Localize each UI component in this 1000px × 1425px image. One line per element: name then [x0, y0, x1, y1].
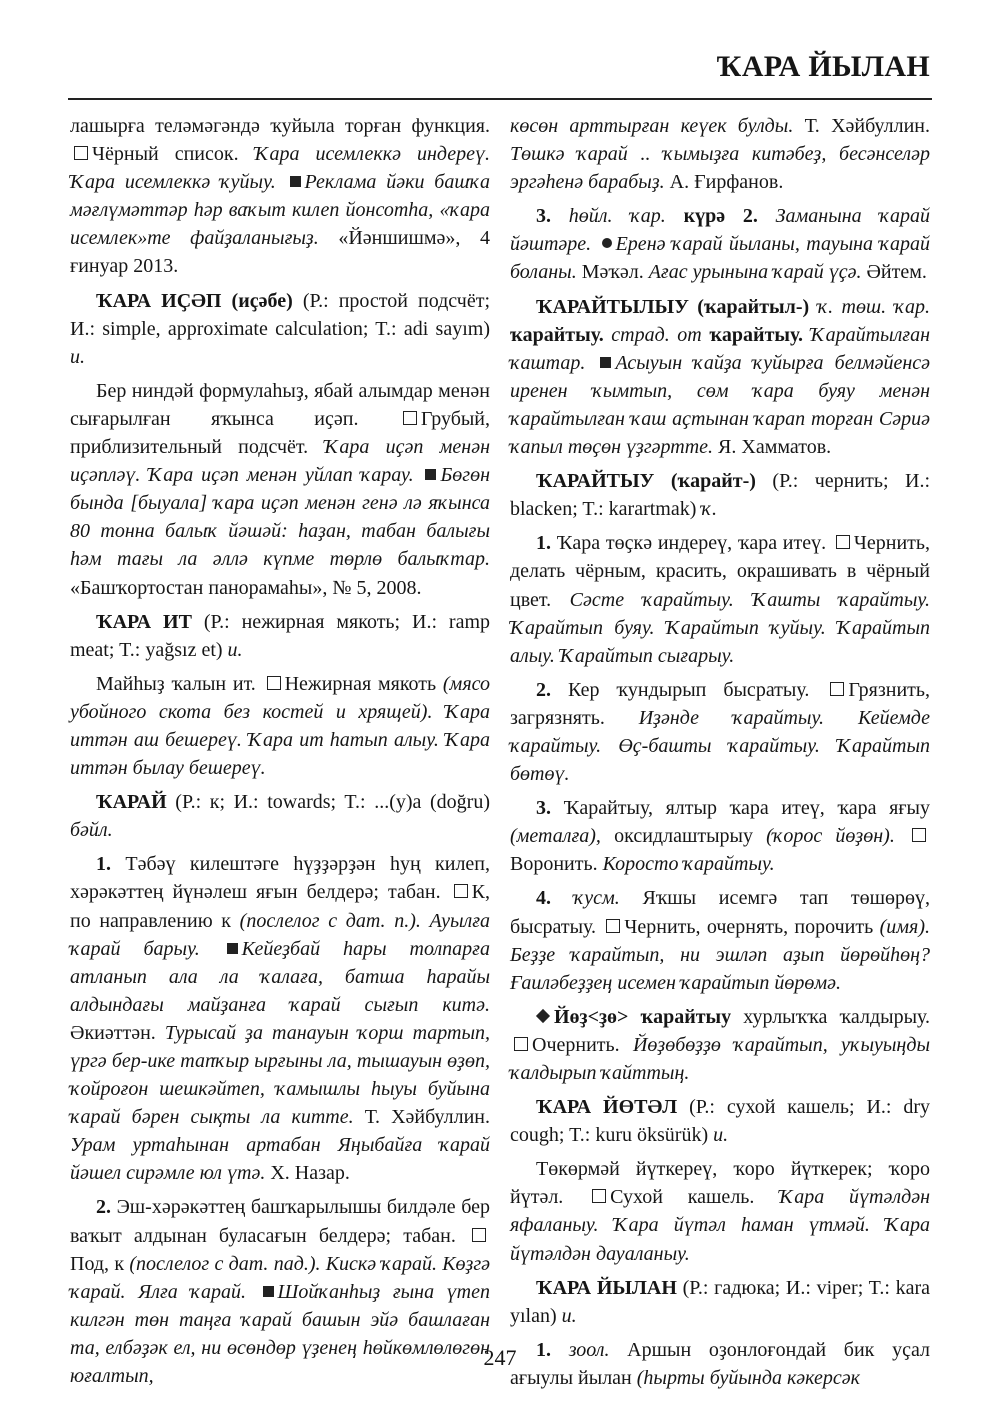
part-of-speech: ҡ.	[817, 295, 834, 318]
russian-equivalent: Нежирная мякоть	[284, 672, 437, 695]
usage-example: Ҡара иҫәп менән иҫәпләү. Ҡара иҫәп менән уйлап ҡарау.	[70, 436, 490, 487]
usage-note: (имя).	[879, 915, 930, 938]
headword: ҠАРА ИТ	[96, 610, 192, 633]
usage-label: ҡусм.	[573, 887, 620, 910]
quotation-source: Х. Назар.	[270, 1162, 350, 1185]
headword: ҠАРА ЙЫЛАН	[536, 1276, 677, 1299]
translation-equivalents: (Р.: гадюка; И.: viper; T.: kara yılan)	[510, 1276, 930, 1327]
sense-3	[510, 794, 930, 878]
entry-kara-it	[70, 608, 490, 664]
quotation-marker	[263, 1286, 274, 1297]
russian-equivalent-marker	[912, 828, 926, 842]
idiom-headword: Йөҙ<ҙө> ҡарайтыу	[554, 1005, 732, 1028]
usage-example: Ауылға ҡарай барыу.	[70, 909, 491, 960]
headword: ҠАРАЙТЫУ	[536, 470, 655, 493]
usage-note: (ҡорос йөҙөн).	[766, 825, 895, 848]
russian-equivalent-marker	[403, 411, 417, 425]
sense-block	[510, 1155, 930, 1267]
usage-example: Коросто ҡарайтыу.	[602, 853, 775, 876]
quotation-source: «Башҡортостан панорамаһы», № 5, 2008.	[70, 576, 422, 599]
left-column	[70, 112, 490, 1396]
russian-equivalent-marker	[592, 1189, 606, 1203]
russian-equivalent: Сухой кашель.	[610, 1186, 755, 1209]
quotation: Шойҡанһыҙ ғына үтеп килгән төн таңға ҡарай башын эйә башлаған та, елбәҙәк ел, ни өсөндөр үҙенең һөйкөмлөлөгөн юғалтып,	[70, 1280, 490, 1388]
quotation-source: Әкиәттән.	[70, 1021, 156, 1044]
entry-kara-yotel	[510, 1093, 930, 1149]
sense-number: 1.	[96, 853, 111, 876]
usage-example: Иҙәнде ҡарайтыу. Кейемде ҡарайтыу. Өҫ-башты ҡарайтыу. Ҡарайтып бөтөү.	[510, 706, 930, 786]
definition-text: оксидлаштырыу	[614, 825, 753, 848]
russian-equivalent-marker	[836, 535, 850, 549]
russian-equivalent: Чернить, делать чёрным, красить, окрашивать в чёрный цвет.	[510, 532, 931, 611]
translation-equivalents: (Р.: чернить; И.: blacken; T.: karartmak)	[510, 470, 930, 521]
usage-note: (послелог с дат. пад.).	[129, 1252, 321, 1275]
quotation: Урам уртаһынан артабан Яңыбайға ҡарай йәшел сирәмле юл үтә.	[70, 1134, 490, 1185]
definition-text: Төкөрмәй йүткереү, ҡоро йүткерек; ҡоро йүтәл.	[510, 1158, 930, 1209]
right-column	[510, 112, 930, 1398]
definition-text: Аршын оҙонлоғондай бик уҫал ағыулы йылан	[510, 1338, 930, 1389]
sense-number: 3.	[536, 797, 551, 820]
sense-number: 4.	[536, 887, 551, 910]
definition-text: Яҡшы исемгә тап төшөрөү, бысратыу.	[510, 887, 931, 938]
quotation-marker	[600, 357, 611, 368]
usage-note: (мясо убойного скота без костей и хрящей).	[70, 672, 490, 723]
definition-text: Ҡарайтыу, ялтыр ҡара итеү, ҡара яғыу	[563, 797, 930, 820]
russian-equivalent-marker	[74, 146, 88, 160]
proverb-source: Мәҡәл.	[581, 261, 644, 284]
usage-label: төш. ҡар.	[841, 295, 931, 318]
definition-text: лашырға теләмәгәндә ҡуйыла торған функция.	[70, 115, 490, 137]
quotation-source: Я. Хамматов.	[718, 436, 832, 459]
russian-equivalent-marker	[267, 676, 281, 690]
usage-example: Ҡарайтылған ҡаштар.	[510, 323, 931, 374]
definition-text: Кер ҡундырып бысратыу.	[567, 678, 810, 701]
russian-equivalent-marker	[606, 919, 620, 933]
running-head: ҠАРА ЙЫЛАН	[716, 50, 930, 83]
part-of-speech: и.	[70, 345, 85, 368]
definition-text: Ҡара төҫкә индереү, ҡара итеү.	[556, 532, 827, 555]
definition-text: Тәбәү килештәге һүҙҙәрҙән һуң килеп, хәрәкәттең йүнәлеш яғын белдерә; табан.	[70, 853, 491, 904]
sense-2	[510, 676, 930, 788]
proverb-source: Әйтем.	[866, 261, 927, 284]
headword-form: (ҡарайтыл-)	[697, 295, 810, 318]
headword: ҠАРАЙ	[96, 791, 167, 814]
cross-reference: ҡарайтыу.	[510, 323, 604, 346]
sense-block	[70, 670, 490, 782]
usage-label: һөйл. ҡар.	[568, 205, 666, 228]
cross-reference: күрә 2.	[683, 205, 758, 228]
part-of-speech: и.	[561, 1304, 577, 1327]
quotation: Бөгөн бында [быуала] ҡара иҫәп менән генә лә яҡынса 80 тонна балыҡ йәшәй: һаҙан, табан балығы һәм тағы ла әллә күпме төрлө балыҡтар.	[70, 464, 491, 571]
sense-block	[70, 377, 490, 602]
sense-3	[510, 202, 930, 286]
sense-number: 2.	[536, 678, 551, 701]
usage-example: Заманына ҡарай йәштәре.	[510, 205, 930, 256]
usage-example: Йөҙөбөҙҙө ҡарайтып, уҡыуыңды ҡалдырып ҡайттың.	[510, 1033, 931, 1084]
quotation-source: «Йәншишмә», 4 ғинуар 2013.	[70, 227, 490, 278]
entry-karaityu	[510, 467, 930, 523]
entry-karaitylyu	[510, 293, 930, 462]
sense-number: 1.	[536, 1338, 551, 1361]
russian-equivalent: Грязнить, загрязнять.	[510, 678, 931, 729]
russian-equivalent-marker	[454, 884, 468, 898]
quotation-continuation	[510, 112, 930, 196]
russian-equivalent-marker	[514, 1037, 528, 1051]
quotation-source: А. Ғирфанов.	[669, 171, 784, 194]
russian-equivalent: Грубый, приблизительный подсчёт.	[70, 407, 491, 459]
translation-equivalents: (Р.: сухой кашель; И.: dry cough; T.: kuru öksürük)	[510, 1096, 931, 1147]
definition-text: Бер ниндәй формулаһыҙ, ябай алымдар менән сығарылған яҡынса иҫәп.	[70, 379, 490, 430]
proverb-marker	[602, 238, 612, 248]
quotation: көсөн арттырған кеүек булды.	[510, 115, 794, 137]
headword: ҠАРА ИҪӘП	[96, 289, 222, 312]
entry-continuation	[70, 112, 490, 281]
usage-example: Ҡара йүтәлдән яфаланыу. Ҡара йүтәл һаман үтмәй. Ҡара йүтәлдән дауаланыу.	[510, 1186, 931, 1265]
sense-1	[70, 850, 490, 1187]
russian-gloss: страд. от	[611, 323, 702, 346]
sense-number: 1.	[536, 532, 551, 555]
quotation-marker	[290, 176, 301, 187]
sense-number: 3.	[536, 205, 551, 228]
header-rule	[68, 98, 932, 100]
headword: ҠАРА ЙӨТӘЛ	[536, 1096, 678, 1119]
cross-reference: ҡарайтыу.	[709, 323, 804, 346]
usage-note: (металға),	[510, 825, 601, 848]
part-of-speech: и.	[713, 1124, 729, 1147]
headword-form: (ҡарайт-)	[670, 470, 756, 493]
sense-4	[510, 884, 930, 996]
idiom-marker	[536, 1009, 550, 1023]
usage-note: (һырты буйында кәкерсәк	[636, 1366, 861, 1389]
part-of-speech: бәйл.	[70, 819, 113, 842]
usage-example: Сәсте ҡарайтыу. Ҡашты ҡарайтыу. Ҡарайтып буяу. Ҡарайтып ҡуйыу. Ҡарайтып алыу. Ҡарайтып сығарыу.	[510, 588, 931, 667]
usage-label: зоол.	[568, 1338, 610, 1361]
quotation: Төшкә ҡарай .. ҡымыҙға китәбеҙ, бесәнселәр эргәһенә барабыҙ.	[510, 143, 930, 194]
entry-karai	[70, 788, 490, 844]
quotation-marker	[425, 469, 436, 480]
proverb: Еренә ҡарай йыланы, тауына ҡарай боланы.	[510, 233, 930, 284]
russian-equivalent: Очернить.	[532, 1033, 620, 1056]
translation-equivalents: (Р.: к; И.: towards; T.: ...(y)a (doğru)	[175, 791, 490, 814]
usage-note: (послелог с дат. п.).	[239, 909, 421, 932]
definition-text: хурлыҡҡа ҡалдырыу.	[743, 1005, 931, 1028]
entry-kara-yylan	[510, 1274, 930, 1330]
quotation: Реклама йәки башҡа мәғлүмәттәр һәр ваҡыт килеп йонсотһа, «ҡара исемлек»те файҙаланығыҙ.	[70, 171, 491, 250]
quotation: Кейеҙбай һары толпарға атланып ала ла ҡалаға, батша һарайы алдындағы майҙанға ҡарай сығып китә.	[70, 937, 490, 1016]
russian-equivalent: К, по направлению к	[70, 881, 490, 932]
russian-equivalent-marker	[830, 682, 844, 696]
headword: ҠАРАЙТЫЛЫУ	[536, 295, 689, 318]
part-of-speech: и.	[227, 638, 243, 661]
russian-equivalent: Под, к	[70, 1252, 125, 1275]
definition-text: Майһыҙ ҡалын ит.	[96, 672, 256, 695]
russian-equivalent-marker	[472, 1228, 486, 1242]
entry-kara-isep	[70, 287, 490, 371]
definition-text: Эш-хәрәкәттең башҡарылышы билдәле бер ваҡыт алдынан буласағын белдерә; табан.	[70, 1196, 491, 1247]
quotation-marker	[227, 943, 238, 954]
russian-equivalent: Воронить.	[510, 853, 598, 876]
usage-example: Беҙҙе ҡарайтып, ни эшләп аҙып йөрөйһөң? Ғаиләбеҙҙең исемен ҡарайтып йөрөмә.	[510, 943, 930, 994]
russian-equivalent: Чёрный список.	[92, 143, 239, 166]
headword-form: (иҫәбе)	[231, 289, 293, 312]
proverb: Ағас урынына ҡарай үҫә.	[648, 261, 862, 284]
quotation: Асыуын ҡайҙа ҡуйырға белмәйенсә иренен ҡымтып, сөм ҡара буяу менән ҡарайтылған ҡаш аҫтынан ҡарап торған Сәриә ҡапыл төҫөн үҙгәртте.	[510, 351, 930, 459]
quotation: Турысай ҙа танауын ҡорш тартып, үргә бер-ике тапҡыр ырғыны ла, тышауын өҙөп, ҡойроғон шешкәйтеп, ҡамышлы һыуы буйына ҡарай бәрен сықты ла китте.	[70, 1021, 490, 1129]
sense-number: 2.	[96, 1196, 111, 1219]
translation-equivalents: (Р.: нежирная мякоть; И.: ramp meat; T.: yağsız et)	[70, 610, 491, 661]
usage-example: Ҡара иттән аш бешереү. Ҡара ит һатып алыу. Ҡара иттән былау бешереү.	[70, 700, 490, 780]
quotation-source: Т. Хәйбуллин.	[364, 1106, 491, 1129]
part-of-speech: ҡ.	[701, 498, 717, 521]
usage-example: Ҡара исемлеккә индереү. Ҡара исемлеккә ҡуйыу.	[70, 143, 490, 194]
translation-equivalents: (Р.: простой подсчёт; И.: simple, approximate calculation; T.: adi sayım)	[70, 289, 491, 340]
usage-example: Кискә ҡарай. Көҙгә ҡарай. Ялға ҡарай.	[70, 1252, 491, 1303]
russian-equivalent: Чернить, очернять, порочить	[624, 915, 874, 938]
page-number: 247	[483, 1345, 517, 1370]
quotation-source: Т. Хәйбуллин.	[804, 115, 930, 137]
sense-1	[510, 529, 930, 669]
idiom-block	[510, 1003, 930, 1087]
